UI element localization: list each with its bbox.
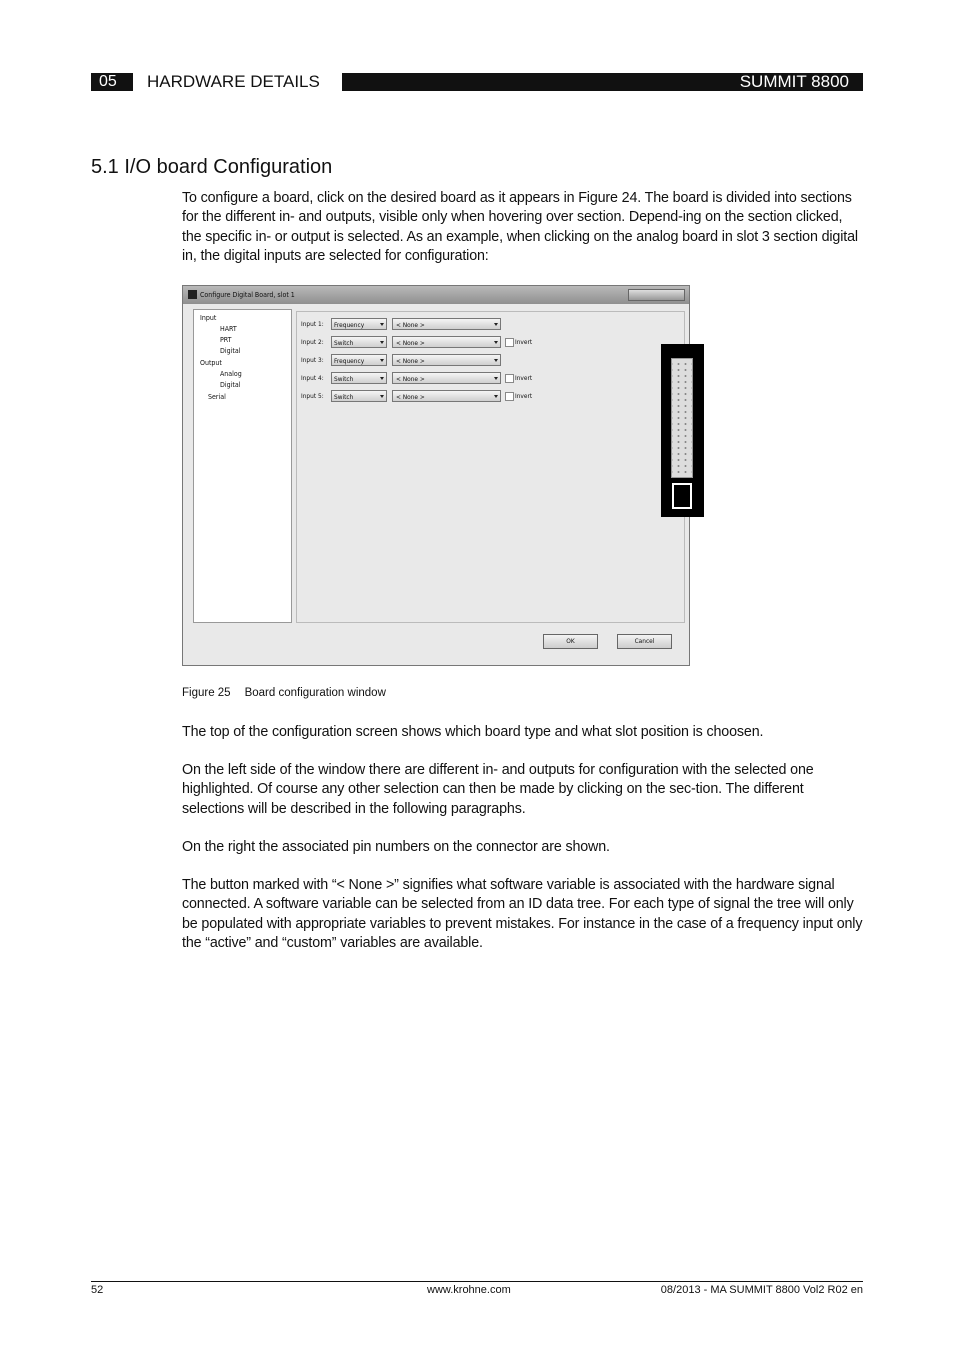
input-settings-panel: Input 1: Frequency < None > Input 2: Switch < None > Invert Input 3: Frequency < None > Input 4: Switch < None > Invert Input 5: Switch < None > Invert: [296, 311, 685, 623]
type-select: Frequency: [331, 318, 387, 330]
type-select: Switch: [331, 336, 387, 348]
section-title: 5.1 I/O board Configuration: [91, 156, 333, 178]
chapter-number: 05: [91, 73, 133, 91]
type-select: Frequency: [331, 354, 387, 366]
figure-caption: [182, 687, 400, 699]
page-header: [91, 73, 863, 91]
tree-item-analog: Analog: [220, 370, 242, 378]
window-titlebar: [183, 286, 689, 304]
board-config-window-screenshot: [182, 285, 690, 666]
caption-number: Figure 25: [182, 687, 231, 699]
variable-select: < None >: [392, 390, 501, 402]
intro-paragraph: To configure a board, click on the desired board as it appears in Figure 24. The board is divided into sections for the different in- and outputs, visible only when hovering over section. Depend-ing on the section clicked, the specific in- or output is selected. As an example, when clicking on the analog board in slot 3 section digital in, the digital inputs are selected for configuration:: [182, 190, 858, 264]
footer-divider: [91, 1281, 863, 1282]
tree-item-prt: PRT: [220, 336, 232, 344]
paragraph-left-side: On the left side of the window there are different in- and outputs for configuration with the selected one highlighted. Of course any other selection can then be made by clicking on the sec-tion. The different selections will be described in the following paragraphs.: [182, 762, 814, 817]
page-number: 52: [91, 1284, 104, 1296]
invert-checkbox: [505, 392, 514, 401]
cancel-button: Cancel: [617, 634, 672, 649]
variable-select: < None >: [392, 354, 501, 366]
window-title: Configure Digital Board, slot 1: [200, 291, 295, 299]
type-select: Switch: [331, 372, 387, 384]
type-select: Switch: [331, 390, 387, 402]
paragraph-top-screen: The top of the configuration screen shows which board type and what slot position is choosen.: [182, 724, 764, 740]
invert-checkbox: [505, 374, 514, 383]
footer-doc-id: 08/2013 - MA SUMMIT 8800 Vol2 R02 en: [660, 1284, 863, 1296]
invert-checkbox: [505, 338, 514, 347]
footer-url[interactable]: www.krohne.com: [427, 1284, 511, 1296]
paragraph-none-button: The button marked with “< None >” signifies what software variable is associated with the hardware signal connected. A software variable can be selected from an ID data tree. For each type of signal the tree will only be populated with appropriate variables to prevent mistakes. For instance in the case of a frequency input only the “active” and “custom” variables are available.: [182, 877, 863, 951]
connector-pinout-icon: [661, 344, 704, 517]
tree-item-input-digital: Digital: [220, 347, 241, 355]
tree-item-output: Output: [200, 359, 222, 367]
chapter-title: HARDWARE DETAILS: [141, 73, 326, 91]
tree-item-output-digital: Digital: [220, 381, 241, 389]
tree-item-input: Input: [200, 314, 217, 322]
variable-select: < None >: [392, 336, 501, 348]
caption-text: Board configuration window: [244, 687, 386, 699]
rj-port-icon: [672, 483, 692, 509]
app-icon: [188, 290, 197, 299]
variable-select: < None >: [392, 372, 501, 384]
paragraph-right-side: On the right the associated pin numbers on the connector are shown.: [182, 839, 610, 855]
tree-item-hart: HART: [220, 325, 237, 333]
product-name: SUMMIT 8800: [342, 73, 863, 91]
variable-select: < None >: [392, 318, 501, 330]
tree-item-serial: Serial: [208, 393, 226, 401]
pin-header-icon: [671, 358, 693, 478]
ok-button: OK: [543, 634, 598, 649]
window-controls: [628, 289, 685, 301]
io-tree: [193, 309, 292, 623]
